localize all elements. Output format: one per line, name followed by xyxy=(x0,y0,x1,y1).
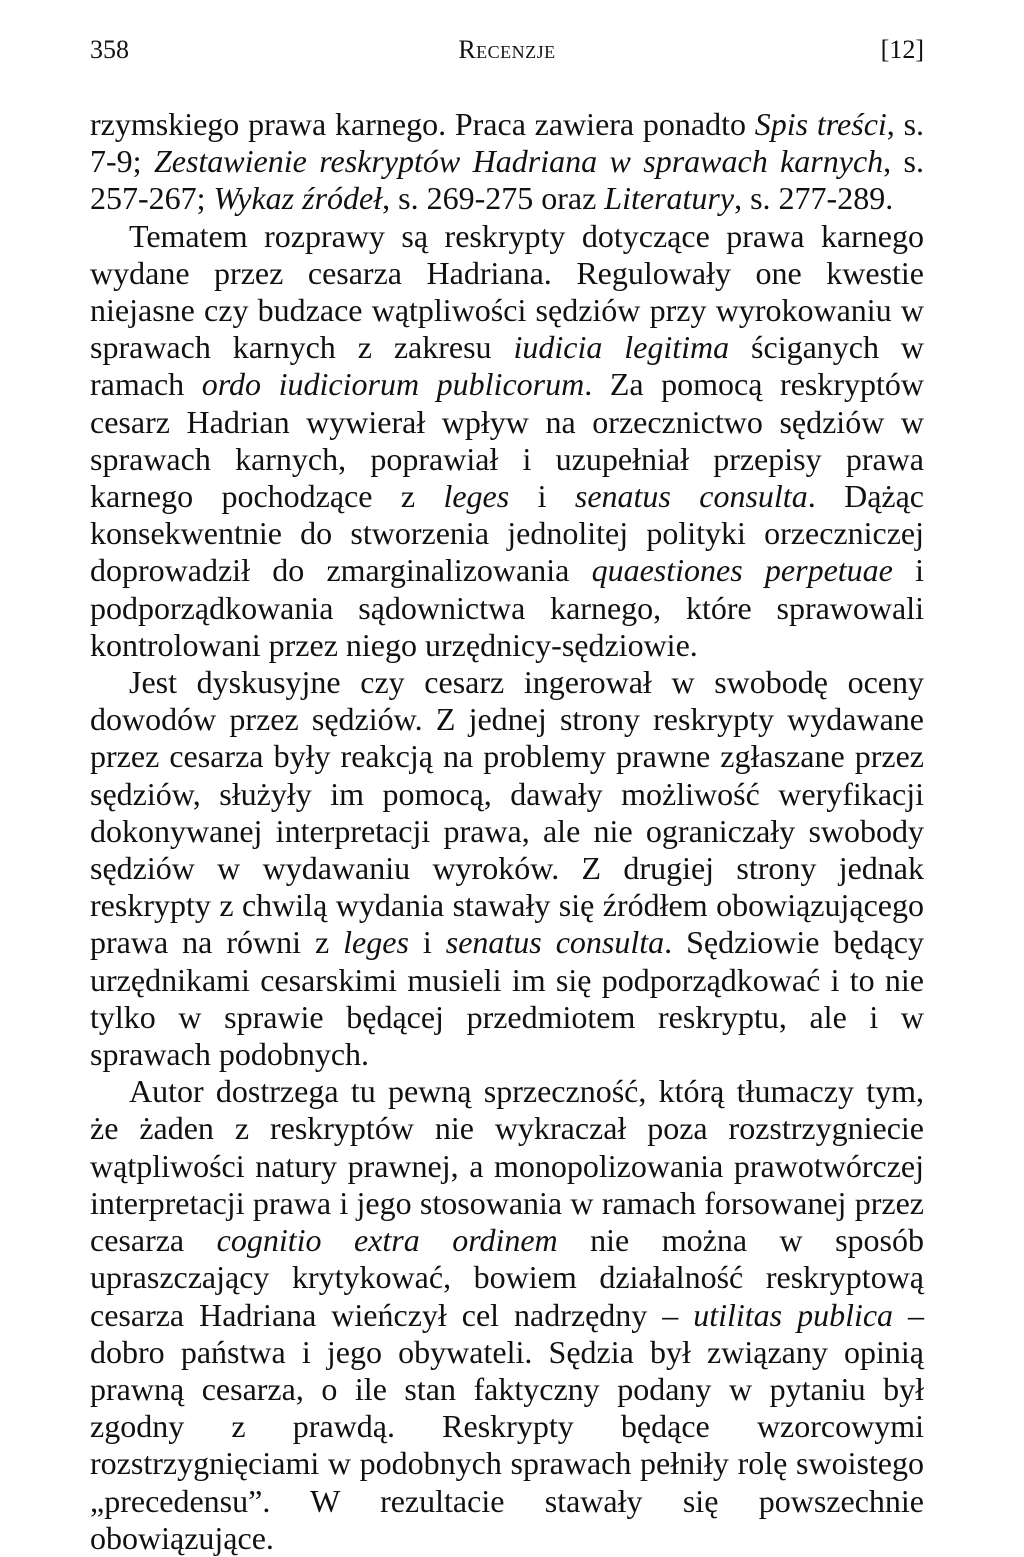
text-run: i xyxy=(408,924,446,961)
italic-term: leges xyxy=(443,478,510,515)
text-run: , s. 277-289. xyxy=(734,180,894,217)
text-run: . Za pomocą reskryptów cesarz Hadrian wywierał wpływ na orzecznictwo sędziów w sprawach karnych, poprawiał i uzupełniał przepisy prawa karnego pochodzące z xyxy=(90,366,925,515)
italic-term: Literatury xyxy=(604,180,735,217)
text-run: . Sędziowie będący urzędnikami cesarskimi musieli im się podporządkować i to nie tylko w sprawie będącej przedmiotem reskryptu, ale i w sprawach podobnych. xyxy=(90,924,925,1073)
italic-term: leges xyxy=(343,924,409,961)
paragraph xyxy=(90,106,924,218)
running-header xyxy=(90,32,924,68)
section-number: [12] xyxy=(880,35,924,64)
body-text xyxy=(90,106,924,1557)
italic-term: ordo iudiciorum publicorum xyxy=(201,366,585,403)
italic-term: utilitas publica xyxy=(693,1296,894,1333)
text-run: Autor dostrzega tu pewną sprzeczność, którą tłumaczy tym, że żaden z reskryptów nie wykraczał poza rozstrzygniecie wątpliwości natury prawnej, a monopolizowania prawotwórczej interpretacji prawa i jego stosowania w ramach forsowanej przez cesarza xyxy=(90,1073,924,1259)
italic-term: Wykaz źródeł xyxy=(213,180,383,217)
italic-term: Spis treści xyxy=(754,106,887,142)
text-run: – dobro państwa i jego obywateli. Sędzia był związany opinią prawną cesarza, o ile stan faktyczny podany w pytaniu był zgodny z prawdą. Reskrypty będące wzorcowymi rozstrzygnięciami w podobnych sprawach pełniły rolę swoistego „precedensu”. W rezultacie stawały się powszechnie obowiązujące. xyxy=(90,1296,925,1556)
text-run: rzymskiego prawa karnego. Praca zawiera ponadto xyxy=(90,106,755,142)
text-run: . Dążąc konsekwentnie do stworzenia jednolitej polityki orzeczniczej doprowadził do zmarginalizowania xyxy=(90,478,925,589)
text-run: , s. 7-9; xyxy=(90,106,925,180)
italic-term: Zestawienie reskryptów Hadriana w sprawach karnych xyxy=(153,143,884,180)
text-run: nie można w sposób upraszczający krytykować, bowiem działalność reskryptową cesarza Hadriana wieńczył cel nadrzędny – xyxy=(90,1222,925,1333)
text-run: , s. 269-275 oraz xyxy=(382,180,605,217)
italic-term: senatus consulta xyxy=(445,924,665,961)
paragraph xyxy=(90,218,924,664)
text-run: ściganych w ramach xyxy=(90,329,925,403)
italic-term: senatus consulta xyxy=(574,478,808,515)
page-number: 358 xyxy=(90,35,129,64)
text-run: Tematem rozprawy są reskrypty dotyczące prawa karnego wydane przez cesarza Hadriana. Regulowały one kwestie niejasne czy budzace wątpliwości sędziów przy wyrokowaniu w sprawach karnych z zakresu xyxy=(90,217,924,366)
italic-term: cognitio extra ordinem xyxy=(216,1222,558,1259)
paragraph xyxy=(90,1073,924,1557)
text-run: , s. 257-267; xyxy=(90,143,925,217)
running-title: Recenzje xyxy=(458,35,556,64)
text-run: i podporządkowania sądownictwa karnego, które sprawowali kontrolowani przez niego urzędnicy-sędziowie. xyxy=(90,552,924,663)
italic-term: quaestiones perpetuae xyxy=(591,552,893,589)
italic-term: iudicia legitima xyxy=(513,329,730,366)
text-run: i xyxy=(509,478,575,515)
text-run: Jest dyskusyjne czy cesarz ingerował w swobodę oceny dowodów przez sędziów. Z jednej strony reskrypty wydawane przez cesarza były reakcją na problemy prawne zgłaszane przez sędziów, służyły im pomocą, dawały możliwość weryfikacji dokonywanej interpretacji prawa, ale nie ograniczały swobody sędziów w wydawaniu wyroków. Z drugiej strony jednak reskrypty z chwilą wydania stawały się źródłem obowiązującego prawa na równi z xyxy=(90,664,924,961)
paragraph xyxy=(90,664,924,1073)
